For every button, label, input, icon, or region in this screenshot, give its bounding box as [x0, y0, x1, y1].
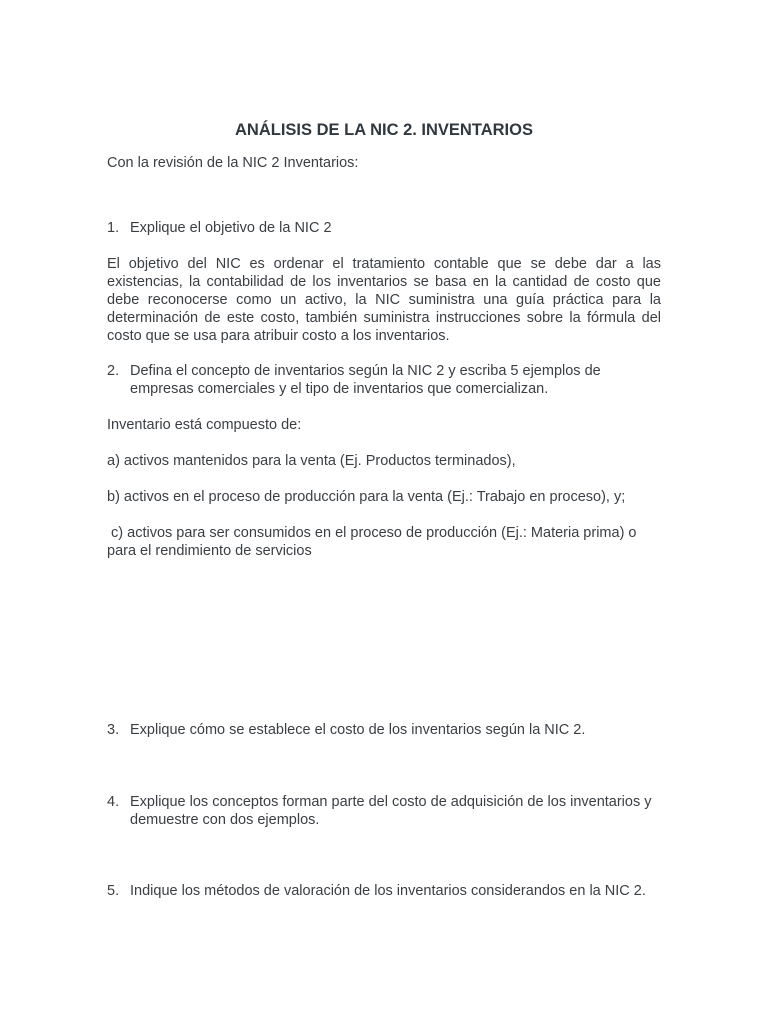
- answer-2-item-c: c) activos para ser consumidos en el proceso de producción (Ej.: Materia prima) o para el rendimiento de servicios: [107, 525, 641, 559]
- question-5: [107, 882, 661, 900]
- answer-1-paragraph: El objetivo del NIC es ordenar el tratamiento contable que se debe dar a las existencias, la contabilidad de los inventarios se basa en la cantidad de costo que debe reconocerse como un activo, la NIC suministra una guía práctica para la determinación de este costo, también suministra instrucciones sobre la fórmula del costo que se usa para atribuir costo a los inventarios.: [107, 256, 661, 344]
- question-text: Explique los conceptos forman parte del costo de adquisición de los inventarios y demuestre con dos ejemplos.: [130, 794, 652, 828]
- question-2: [107, 362, 661, 398]
- question-3: [107, 721, 661, 739]
- question-number: 1.: [107, 220, 120, 236]
- question-text: Explique cómo se establece el costo de los inventarios según la NIC 2.: [130, 722, 586, 738]
- question-number: 4.: [107, 794, 120, 810]
- question-number: 5.: [107, 883, 120, 899]
- document-page: [107, 0, 661, 1024]
- answer-2-lead: Inventario está compuesto de:: [107, 417, 302, 433]
- document-title: ANÁLISIS DE LA NIC 2. INVENTARIOS: [235, 121, 533, 139]
- question-text: Defina el concepto de inventarios según la NIC 2 y escriba 5 ejemplos de empresas comerciales y el tipo de inventarios que comercializan.: [130, 363, 601, 397]
- answer-2-item-a: a) activos mantenidos para la venta (Ej. Productos terminados),: [107, 453, 516, 469]
- question-1: [107, 219, 661, 237]
- question-text: Explique el objetivo de la NIC 2: [130, 220, 332, 236]
- answer-2-item-b: b) activos en el proceso de producción para la venta (Ej.: Trabajo en proceso), y;: [107, 489, 626, 505]
- question-4: [107, 793, 661, 829]
- question-number: 2.: [107, 363, 120, 379]
- intro-paragraph: Con la revisión de la NIC 2 Inventarios:: [107, 155, 359, 171]
- question-text: Indique los métodos de valoración de los inventarios considerandos en la NIC 2.: [130, 883, 646, 899]
- question-number: 3.: [107, 722, 120, 738]
